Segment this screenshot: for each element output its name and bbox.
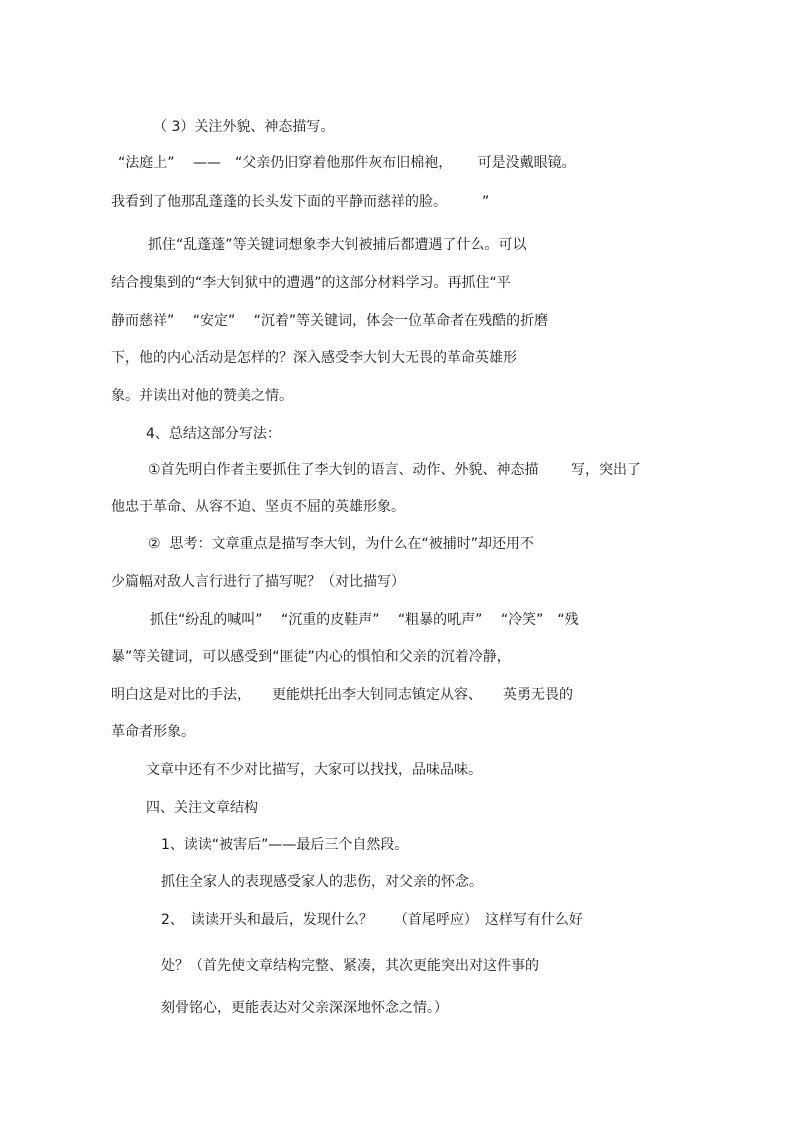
text-line-21: 抓住全家人的表现感受家人的悲伤，对父亲的怀念。 [161, 874, 483, 890]
text-line-11: 他忠于革命、从容不迫、坚贞不屈的英雄形象。 [111, 499, 405, 515]
text-line-1: （ 3）关注外貌、神态描写。 [153, 119, 335, 135]
text-line-17: 革命者形象。 [111, 724, 195, 740]
text-line-8: 象。并读出对他的赞美之情。 [111, 388, 293, 404]
text-line-18: 文章中还有不少对比描写，大家可以找找，品味品味。 [146, 762, 482, 778]
text-line-13: 少篇幅对敌人言行进行了描写呢？（对比描写） [111, 574, 405, 590]
text-line-23: 处？（首先使文章结构完整、紧凑，其次更能突出对这件事的 [161, 958, 539, 974]
text-line-24: 刻骨铭心，更能表达对父亲深深地怀念之情。） [161, 1000, 448, 1016]
text-line-22: 2、 读读开头和最后，发现什么？ （首尾呼应） 这样写有什么好 [161, 912, 583, 928]
text-line-5: 结合搜集到的“李大钊狱中的遭遇”的这部分材料学习。再抓住“平 [111, 275, 511, 291]
text-line-15: 暴”等关键词，可以感受到“匪徒”内心的惧怕和父亲的沉着冷静， [111, 649, 511, 665]
text-line-6: 静而慈祥” “安定” “沉着”等关键词，体会一位革命者在残酷的折磨 [111, 313, 549, 329]
text-line-12: ② 思考：文章重点是描写李大钊，为什么在“被捕时”却还用不 [148, 536, 534, 552]
text-line-16: 明白这是对比的手法， 更能烘托出李大钊同志镇定从容、 英勇无畏的 [111, 687, 573, 703]
text-line-2: “法庭上” —— “父亲仍旧穿着他那件灰布旧棉袍， 可是没戴眼镜。 [118, 155, 576, 171]
text-line-10: ①首先明白作者主要抓住了李大钊的语言、动作、外貌、神态描 写，突出了 [148, 462, 641, 478]
text-line-4: 抓住“乱蓬蓬”等关键词想象李大钊被捕后都遭遇了什么。可以 [148, 237, 527, 253]
text-line-14: 抓住“纷乱的喊叫” “沉重的皮鞋声” “粗暴的吼声” “冷笑” “残 [150, 612, 579, 628]
text-line-9: 4、总结这部分写法： [146, 426, 281, 442]
text-line-7: 下，他的内心活动是怎样的？深入感受李大钊大无畏的革命英雄形 [111, 350, 517, 366]
text-line-19: 四、关注文章结构 [146, 800, 258, 816]
text-line-3: 我看到了他那乱蓬蓬的长头发下面的平静而慈祥的脸。 ” [111, 194, 490, 210]
text-line-20: 1、读读“被害后”——最后三个自然段。 [161, 837, 409, 853]
